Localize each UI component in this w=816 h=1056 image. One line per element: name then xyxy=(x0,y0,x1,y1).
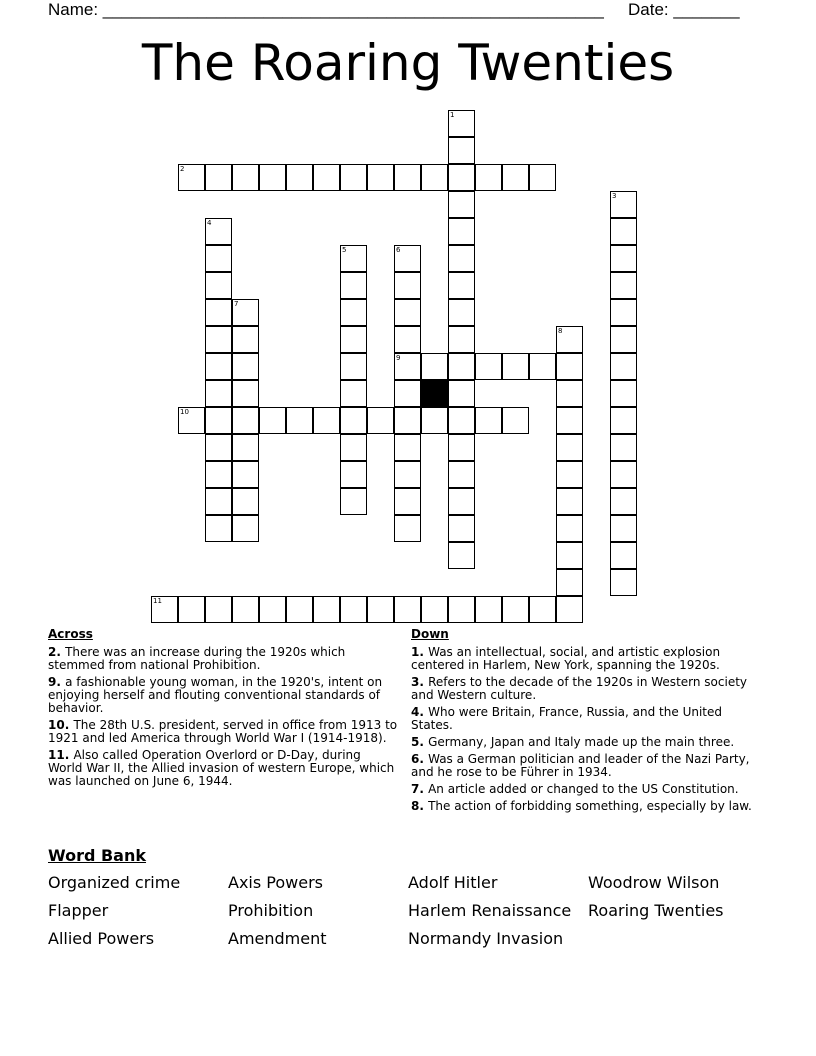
clue-number: 6 xyxy=(396,246,401,254)
grid-cell[interactable] xyxy=(610,245,637,272)
clue-number: 8. xyxy=(411,799,429,813)
grid-cell[interactable] xyxy=(394,596,421,623)
grid-cell[interactable] xyxy=(556,515,583,542)
grid-cell[interactable] xyxy=(448,407,475,434)
clue-number: 1. xyxy=(411,645,429,659)
grid-cell[interactable] xyxy=(610,191,637,218)
word-bank-item: Normandy Invasion xyxy=(408,929,564,948)
grid-cell[interactable] xyxy=(421,596,448,623)
grid-cell[interactable] xyxy=(259,164,286,191)
grid-cell[interactable] xyxy=(529,596,556,623)
grid-cell[interactable] xyxy=(205,596,232,623)
down-clues xyxy=(411,628,761,817)
clue-number: 3 xyxy=(612,192,617,200)
grid-cell[interactable] xyxy=(475,353,502,380)
grid-cell[interactable] xyxy=(421,164,448,191)
clue-text: Was an intellectual, social, and artistic explosion centered in Harlem, New York, spanning the 1920s. xyxy=(411,645,721,672)
grid-cell[interactable] xyxy=(205,515,232,542)
grid-cell[interactable] xyxy=(556,488,583,515)
grid-cell[interactable] xyxy=(313,407,340,434)
across-clue xyxy=(48,676,398,715)
grid-cell[interactable] xyxy=(367,164,394,191)
grid-cell[interactable] xyxy=(610,434,637,461)
down-clue xyxy=(411,753,761,779)
word-bank-item: Harlem Renaissance xyxy=(408,901,572,920)
grid-cell[interactable] xyxy=(205,488,232,515)
grid-cell[interactable] xyxy=(448,164,475,191)
clue-text: There was an increase during the 1920s which stemmed from national Prohibition. xyxy=(48,645,346,672)
grid-cell[interactable] xyxy=(610,353,637,380)
grid-cell[interactable] xyxy=(205,353,232,380)
grid-cell[interactable] xyxy=(610,218,637,245)
grid-cell[interactable] xyxy=(340,164,367,191)
grid-cell[interactable] xyxy=(205,461,232,488)
grid-cell[interactable] xyxy=(448,596,475,623)
grid-cell[interactable] xyxy=(610,299,637,326)
grid-cell[interactable] xyxy=(448,218,475,245)
grid-cell[interactable] xyxy=(340,326,367,353)
grid-cell[interactable] xyxy=(340,299,367,326)
clue-text: Also called Operation Overlord or D-Day, during World War II, the Allied invasion of western Europe, which was launched on June 6, 1944. xyxy=(48,748,395,788)
clue-number: 10 xyxy=(180,408,189,416)
clue-number: 7. xyxy=(411,782,429,796)
down-clue xyxy=(411,706,761,732)
down-clue xyxy=(411,783,761,796)
clue-number: 9. xyxy=(48,675,66,689)
grid-cell[interactable] xyxy=(340,245,367,272)
grid-cell[interactable] xyxy=(205,218,232,245)
clue-number: 10. xyxy=(48,718,74,732)
date-field: Date: _______ xyxy=(628,0,740,19)
grid-cell[interactable] xyxy=(313,164,340,191)
grid-cell[interactable] xyxy=(610,488,637,515)
grid-cell[interactable] xyxy=(421,353,448,380)
grid-cell[interactable] xyxy=(448,245,475,272)
clue-number: 1 xyxy=(450,111,455,119)
down-clue xyxy=(411,646,761,672)
grid-cell[interactable] xyxy=(394,515,421,542)
grid-cell[interactable] xyxy=(205,272,232,299)
word-bank-item: Allied Powers xyxy=(48,929,155,948)
grid-cell[interactable] xyxy=(394,326,421,353)
grid-cell[interactable] xyxy=(178,407,205,434)
clue-text: The 28th U.S. president, served in office from 1913 to 1921 and led America through World War I (1914-1918). xyxy=(48,718,398,745)
grid-cell[interactable] xyxy=(394,434,421,461)
grid-cell[interactable] xyxy=(556,596,583,623)
grid-cell[interactable] xyxy=(610,461,637,488)
grid-cell[interactable] xyxy=(205,245,232,272)
word-bank-item: Adolf Hitler xyxy=(408,873,498,892)
clue-text: Germany, Japan and Italy made up the main three. xyxy=(428,735,735,749)
word-bank-item: Flapper xyxy=(48,901,109,920)
grid-cell[interactable] xyxy=(448,380,475,407)
grid-cell[interactable] xyxy=(529,164,556,191)
grid-cell[interactable] xyxy=(232,488,259,515)
word-bank-title: Word Bank xyxy=(48,846,147,865)
word-bank-item: Amendment xyxy=(228,929,327,948)
clue-text: An article added or changed to the US Constitution. xyxy=(428,782,739,796)
grid-cell[interactable] xyxy=(610,515,637,542)
grid-cell[interactable] xyxy=(286,164,313,191)
grid-cell[interactable] xyxy=(340,272,367,299)
word-bank-item: Axis Powers xyxy=(228,873,323,892)
grid-cell[interactable] xyxy=(232,353,259,380)
grid-cell[interactable] xyxy=(556,542,583,569)
grid-cell[interactable] xyxy=(205,164,232,191)
grid-cell[interactable] xyxy=(556,569,583,596)
grid-cell[interactable] xyxy=(232,380,259,407)
grid-cell[interactable] xyxy=(367,596,394,623)
grid-cell[interactable] xyxy=(394,245,421,272)
grid-cell[interactable] xyxy=(556,407,583,434)
across-clue xyxy=(48,646,398,672)
grid-cell[interactable] xyxy=(475,164,502,191)
grid-cell[interactable] xyxy=(394,299,421,326)
grid-cell[interactable] xyxy=(448,272,475,299)
grid-cell[interactable] xyxy=(340,461,367,488)
grid-cell[interactable] xyxy=(556,434,583,461)
grid-cell[interactable] xyxy=(610,380,637,407)
word-bank-item: Roaring Twenties xyxy=(588,901,724,920)
grid-cell[interactable] xyxy=(610,326,637,353)
grid-cell[interactable] xyxy=(394,461,421,488)
clue-number: 2 xyxy=(180,165,185,173)
grid-cell[interactable] xyxy=(448,434,475,461)
grid-cell[interactable] xyxy=(448,299,475,326)
grid-cell[interactable] xyxy=(448,137,475,164)
grid-cell[interactable] xyxy=(448,191,475,218)
grid-cell[interactable] xyxy=(394,272,421,299)
grid-cell[interactable] xyxy=(556,326,583,353)
grid-cell[interactable] xyxy=(178,596,205,623)
grid-cell[interactable] xyxy=(556,353,583,380)
grid-cell[interactable] xyxy=(340,434,367,461)
clue-number: 11. xyxy=(48,748,74,762)
grid-cell[interactable] xyxy=(502,596,529,623)
grid-cell[interactable] xyxy=(502,407,529,434)
grid-cell[interactable] xyxy=(502,353,529,380)
grid-cell[interactable] xyxy=(313,596,340,623)
grid-cell[interactable] xyxy=(205,299,232,326)
grid-cell[interactable] xyxy=(340,596,367,623)
grid-cell[interactable] xyxy=(448,515,475,542)
grid-cell[interactable] xyxy=(367,407,394,434)
clue-number: 11 xyxy=(153,597,162,605)
grid-cell[interactable] xyxy=(448,326,475,353)
grid-cell[interactable] xyxy=(556,380,583,407)
grid-cell[interactable] xyxy=(394,380,421,407)
grid-cell[interactable] xyxy=(340,488,367,515)
grid-cell[interactable] xyxy=(340,353,367,380)
down-clue xyxy=(411,800,761,813)
grid-cell[interactable] xyxy=(610,272,637,299)
across-heading: Across xyxy=(48,627,93,641)
clue-number: 9 xyxy=(396,354,401,362)
down-clue xyxy=(411,676,761,702)
name-field: Name: _____________________________________________________ xyxy=(48,0,604,19)
grid-cell[interactable] xyxy=(232,407,259,434)
clue-text: Who were Britain, France, Russia, and the United States. xyxy=(411,705,722,732)
clue-number: 5 xyxy=(342,246,347,254)
grid-cell[interactable] xyxy=(205,326,232,353)
grid-cell[interactable] xyxy=(286,596,313,623)
grid-cell[interactable] xyxy=(151,596,178,623)
word-bank-item: Woodrow Wilson xyxy=(588,873,720,892)
clue-number: 7 xyxy=(234,300,239,308)
grid-cell[interactable] xyxy=(232,596,259,623)
grid-cell[interactable] xyxy=(448,110,475,137)
black-cell xyxy=(421,380,448,407)
grid-cell[interactable] xyxy=(421,407,448,434)
grid-cell[interactable] xyxy=(232,515,259,542)
word-bank-item: Organized crime xyxy=(48,873,181,892)
grid-cell[interactable] xyxy=(502,164,529,191)
grid-cell[interactable] xyxy=(394,164,421,191)
grid-cell[interactable] xyxy=(448,542,475,569)
grid-cell[interactable] xyxy=(178,164,205,191)
grid-cell[interactable] xyxy=(529,353,556,380)
grid-cell[interactable] xyxy=(340,407,367,434)
down-heading: Down xyxy=(411,627,449,641)
grid-cell[interactable] xyxy=(448,488,475,515)
page-title: The Roaring Twenties xyxy=(141,34,675,92)
grid-cell[interactable] xyxy=(610,407,637,434)
clue-number: 5. xyxy=(411,735,429,749)
across-clues xyxy=(48,628,398,792)
grid-cell[interactable] xyxy=(448,353,475,380)
grid-cell[interactable] xyxy=(232,164,259,191)
grid-cell[interactable] xyxy=(556,461,583,488)
clue-number: 2. xyxy=(48,645,66,659)
clue-number: 8 xyxy=(558,327,563,335)
clue-text: Was a German politician and leader of the Nazi Party, and he rose to be Führer in 1934. xyxy=(411,752,750,779)
clue-text: The action of forbidding something, especially by law. xyxy=(428,799,752,813)
grid-cell[interactable] xyxy=(610,569,637,596)
grid-cell[interactable] xyxy=(232,434,259,461)
grid-cell[interactable] xyxy=(448,461,475,488)
grid-cell[interactable] xyxy=(475,407,502,434)
grid-cell[interactable] xyxy=(232,326,259,353)
grid-cell[interactable] xyxy=(340,380,367,407)
grid-cell[interactable] xyxy=(394,353,421,380)
grid-cell[interactable] xyxy=(232,461,259,488)
grid-cell[interactable] xyxy=(475,596,502,623)
grid-cell[interactable] xyxy=(610,542,637,569)
grid-cell[interactable] xyxy=(232,299,259,326)
clue-text: Refers to the decade of the 1920s in Western society and Western culture. xyxy=(411,675,748,702)
grid-cell[interactable] xyxy=(205,434,232,461)
down-clue xyxy=(411,736,761,749)
clue-number: 3. xyxy=(411,675,429,689)
across-clue xyxy=(48,749,398,788)
word-bank-item: Prohibition xyxy=(228,901,314,920)
grid-cell[interactable] xyxy=(259,596,286,623)
grid-cell[interactable] xyxy=(394,407,421,434)
across-clue xyxy=(48,719,398,745)
grid-cell[interactable] xyxy=(205,407,232,434)
grid-cell[interactable] xyxy=(394,488,421,515)
clue-number: 6. xyxy=(411,752,429,766)
grid-cell[interactable] xyxy=(205,380,232,407)
grid-cell[interactable] xyxy=(286,407,313,434)
grid-cell[interactable] xyxy=(259,407,286,434)
clue-number: 4 xyxy=(207,219,212,227)
clue-text: a fashionable young woman, in the 1920's, intent on enjoying herself and flouting conventional standards of behavior. xyxy=(48,675,383,715)
clue-number: 4. xyxy=(411,705,429,719)
